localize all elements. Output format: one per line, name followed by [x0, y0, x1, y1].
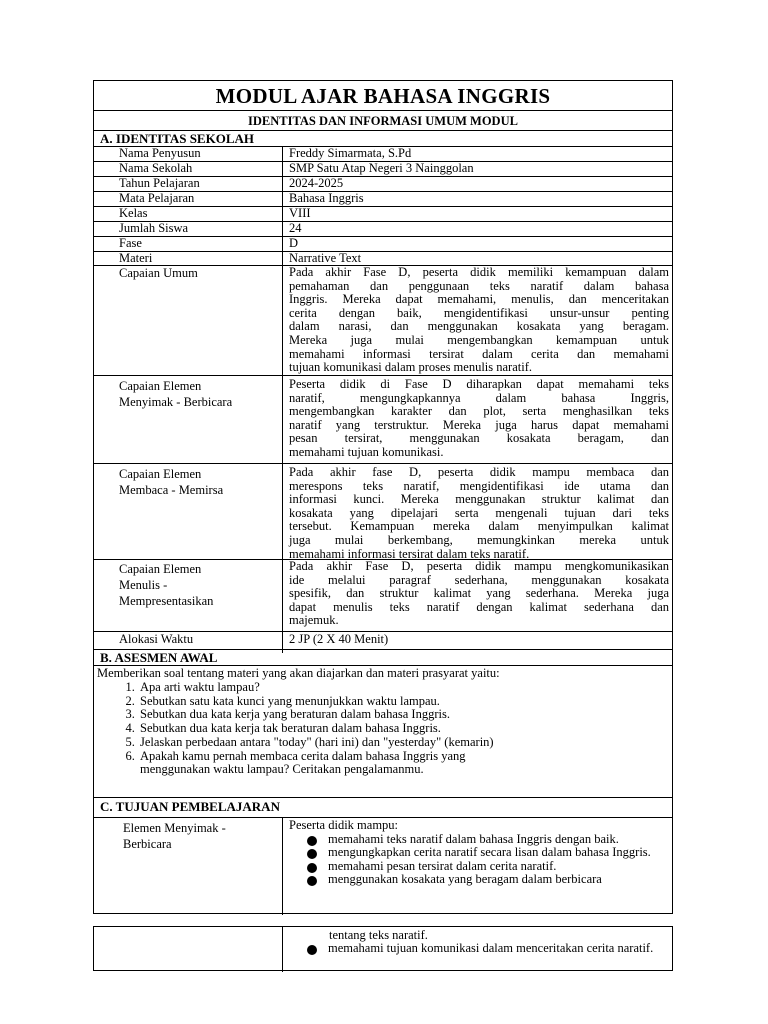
row-label: Jumlah Siswa — [119, 221, 189, 235]
goals-list — [304, 833, 659, 887]
document-title: MODUL AJAR BAHASA INGGRIS — [215, 84, 551, 108]
capaian-umum-text: Pada akhir Fase D, peserta didik memiliki kemampuan dalam pemahaman dan penggunaan teks naratif dalam bahasa Inggris. Mereka dapat memahami, menulis, dan menceritakan cerita dengan baik, mengidentifikasi unsur-unsur penting dalam narasi, dan menggunakan kosakata yang beragam. Mereka juga mulai mengembangkan kemampuan untuk memahami informasi tersirat dalam cerita dan memahami tujuan komunikasi dalam proses menulis naratif. — [289, 265, 669, 375]
element-label: Elemen Menyimak - Berbicara — [123, 821, 226, 851]
continued-goals — [304, 942, 672, 955]
row-label: Fase — [119, 236, 142, 250]
row-value: D — [289, 236, 299, 250]
capaian-menulis-text: Pada akhir Fase D, peserta didik mampu mengkomunikasikan ide melalui paragraf sederhana, menggunakan kosakata spesifik, dan struktur kalimat yang sederhana. Mereka juga dapat menulis teks naratif dengan kalimat sederhana dan majemuk. — [289, 559, 669, 628]
list-item: 5. Jelaskan perbedaan antara "today" (hari ini) dan "yesterday" (kemarin) — [138, 736, 658, 750]
list-item: menggunakan kosakata yang beragam dalam berbicara — [304, 873, 659, 886]
bullet-icon — [307, 849, 317, 859]
capaian-membaca-text: Pada akhir fase D, peserta didik mampu membaca dan merespons teks naratif, mengidentifikasi ide utama dan informasi kunci. Mereka menggunakan struktur kalimat dan kosakata yang dipelajari serta mengenali tujuan dari teks tersebut. Kemampuan mereka dalam menyimpulkan kalimat juga mulai berkembang, memungkinkan mereka untuk memahami informasi tersirat dalam teks naratif. — [289, 465, 669, 561]
list-item: 6. Apakah kamu pernah membaca cerita dalam bahasa Inggris yang menggunakan waktu lampau? Ceritakan pengalamanmu. — [138, 750, 530, 777]
divider — [94, 110, 672, 111]
row-label: Nama Penyusun — [119, 146, 201, 160]
column-divider — [282, 817, 283, 915]
row-value: 24 — [289, 221, 302, 235]
capaian-menyimak-text: Peserta didik di Fase D diharapkan dapat memahami teks naratif, mengungkapkannya dalam bahasa Inggris, mengembangkan karakter dan plot, serta menghasilkan teks naratif yang terstruktur. Mereka juga harus dapat memahami pesan tersirat, menggunakan kosakata beragam, dan memahami tujuan komunikasi. — [289, 377, 669, 459]
bullet-icon — [307, 836, 317, 846]
alokasi-label: Alokasi Waktu — [119, 632, 194, 646]
list-item: 3. Sebutkan dua kata kerja yang beraturan dalam bahasa Inggris. — [138, 708, 658, 722]
section-b-heading: B. ASESMEN AWAL — [100, 650, 218, 665]
list-item: memahami teks naratif dalam bahasa Inggris dengan baik. — [304, 833, 659, 846]
list-item: 1. Apa arti waktu lampau? — [138, 681, 658, 695]
section-a-heading: A. IDENTITAS SEKOLAH — [100, 131, 254, 146]
list-item: memahami tujuan komunikasi dalam menceritakan cerita naratif. — [304, 942, 672, 955]
module-table — [93, 80, 673, 914]
row-value: 2024-2025 — [289, 176, 344, 190]
capaian-umum-label: Capaian Umum — [119, 266, 198, 280]
list-item: memahami pesan tersirat dalam cerita naratif. — [304, 860, 659, 873]
column-divider — [282, 927, 283, 972]
row-value: SMP Satu Atap Negeri 3 Nainggolan — [289, 161, 474, 175]
bullet-icon — [307, 945, 317, 955]
row-label: Tahun Pelajaran — [119, 176, 200, 190]
row-value: Freddy Simarmata, S.Pd — [289, 146, 412, 160]
bullet-icon — [307, 876, 317, 886]
capaian-menyimak-label: Capaian Elemen Menyimak - Berbicara — [119, 379, 233, 409]
row-label: Kelas — [119, 206, 148, 220]
document-subtitle: IDENTITAS DAN INFORMASI UMUM MODUL — [248, 114, 518, 128]
capaian-membaca-label: Capaian Elemen Membaca - Memirsa — [119, 467, 224, 497]
alokasi-value: 2 JP (2 X 40 Menit) — [289, 632, 389, 646]
list-item: mengungkapkan cerita naratif secara lisan dalam bahasa Inggris. — [304, 846, 659, 859]
section-c-heading: C. TUJUAN PEMBELAJARAN — [100, 799, 280, 814]
bullet-icon — [307, 863, 317, 873]
row-label: Nama Sekolah — [119, 161, 193, 175]
asesmen-questions — [94, 681, 658, 777]
continued-text: tentang teks naratif. — [329, 928, 428, 942]
list-item: 4. Sebutkan dua kata kerja tak beraturan dalam bahasa Inggris. — [138, 722, 658, 736]
goals-intro: Peserta didik mampu: — [289, 818, 399, 832]
continued-table — [93, 926, 673, 971]
capaian-menulis-label: Capaian Elemen Menulis - Mempresentasikan — [119, 562, 214, 608]
column-divider — [282, 146, 283, 653]
row-label: Mata Pelajaran — [119, 191, 195, 205]
asesmen-intro: Memberikan soal tentang materi yang akan diajarkan dan materi prasyarat yaitu: — [97, 666, 500, 680]
row-value: VIII — [289, 206, 311, 220]
row-value: Narrative Text — [289, 251, 362, 265]
row-label: Materi — [119, 251, 153, 265]
row-value: Bahasa Inggris — [289, 191, 364, 205]
list-item: 2. Sebutkan satu kata kunci yang menunjukkan waktu lampau. — [138, 695, 658, 709]
